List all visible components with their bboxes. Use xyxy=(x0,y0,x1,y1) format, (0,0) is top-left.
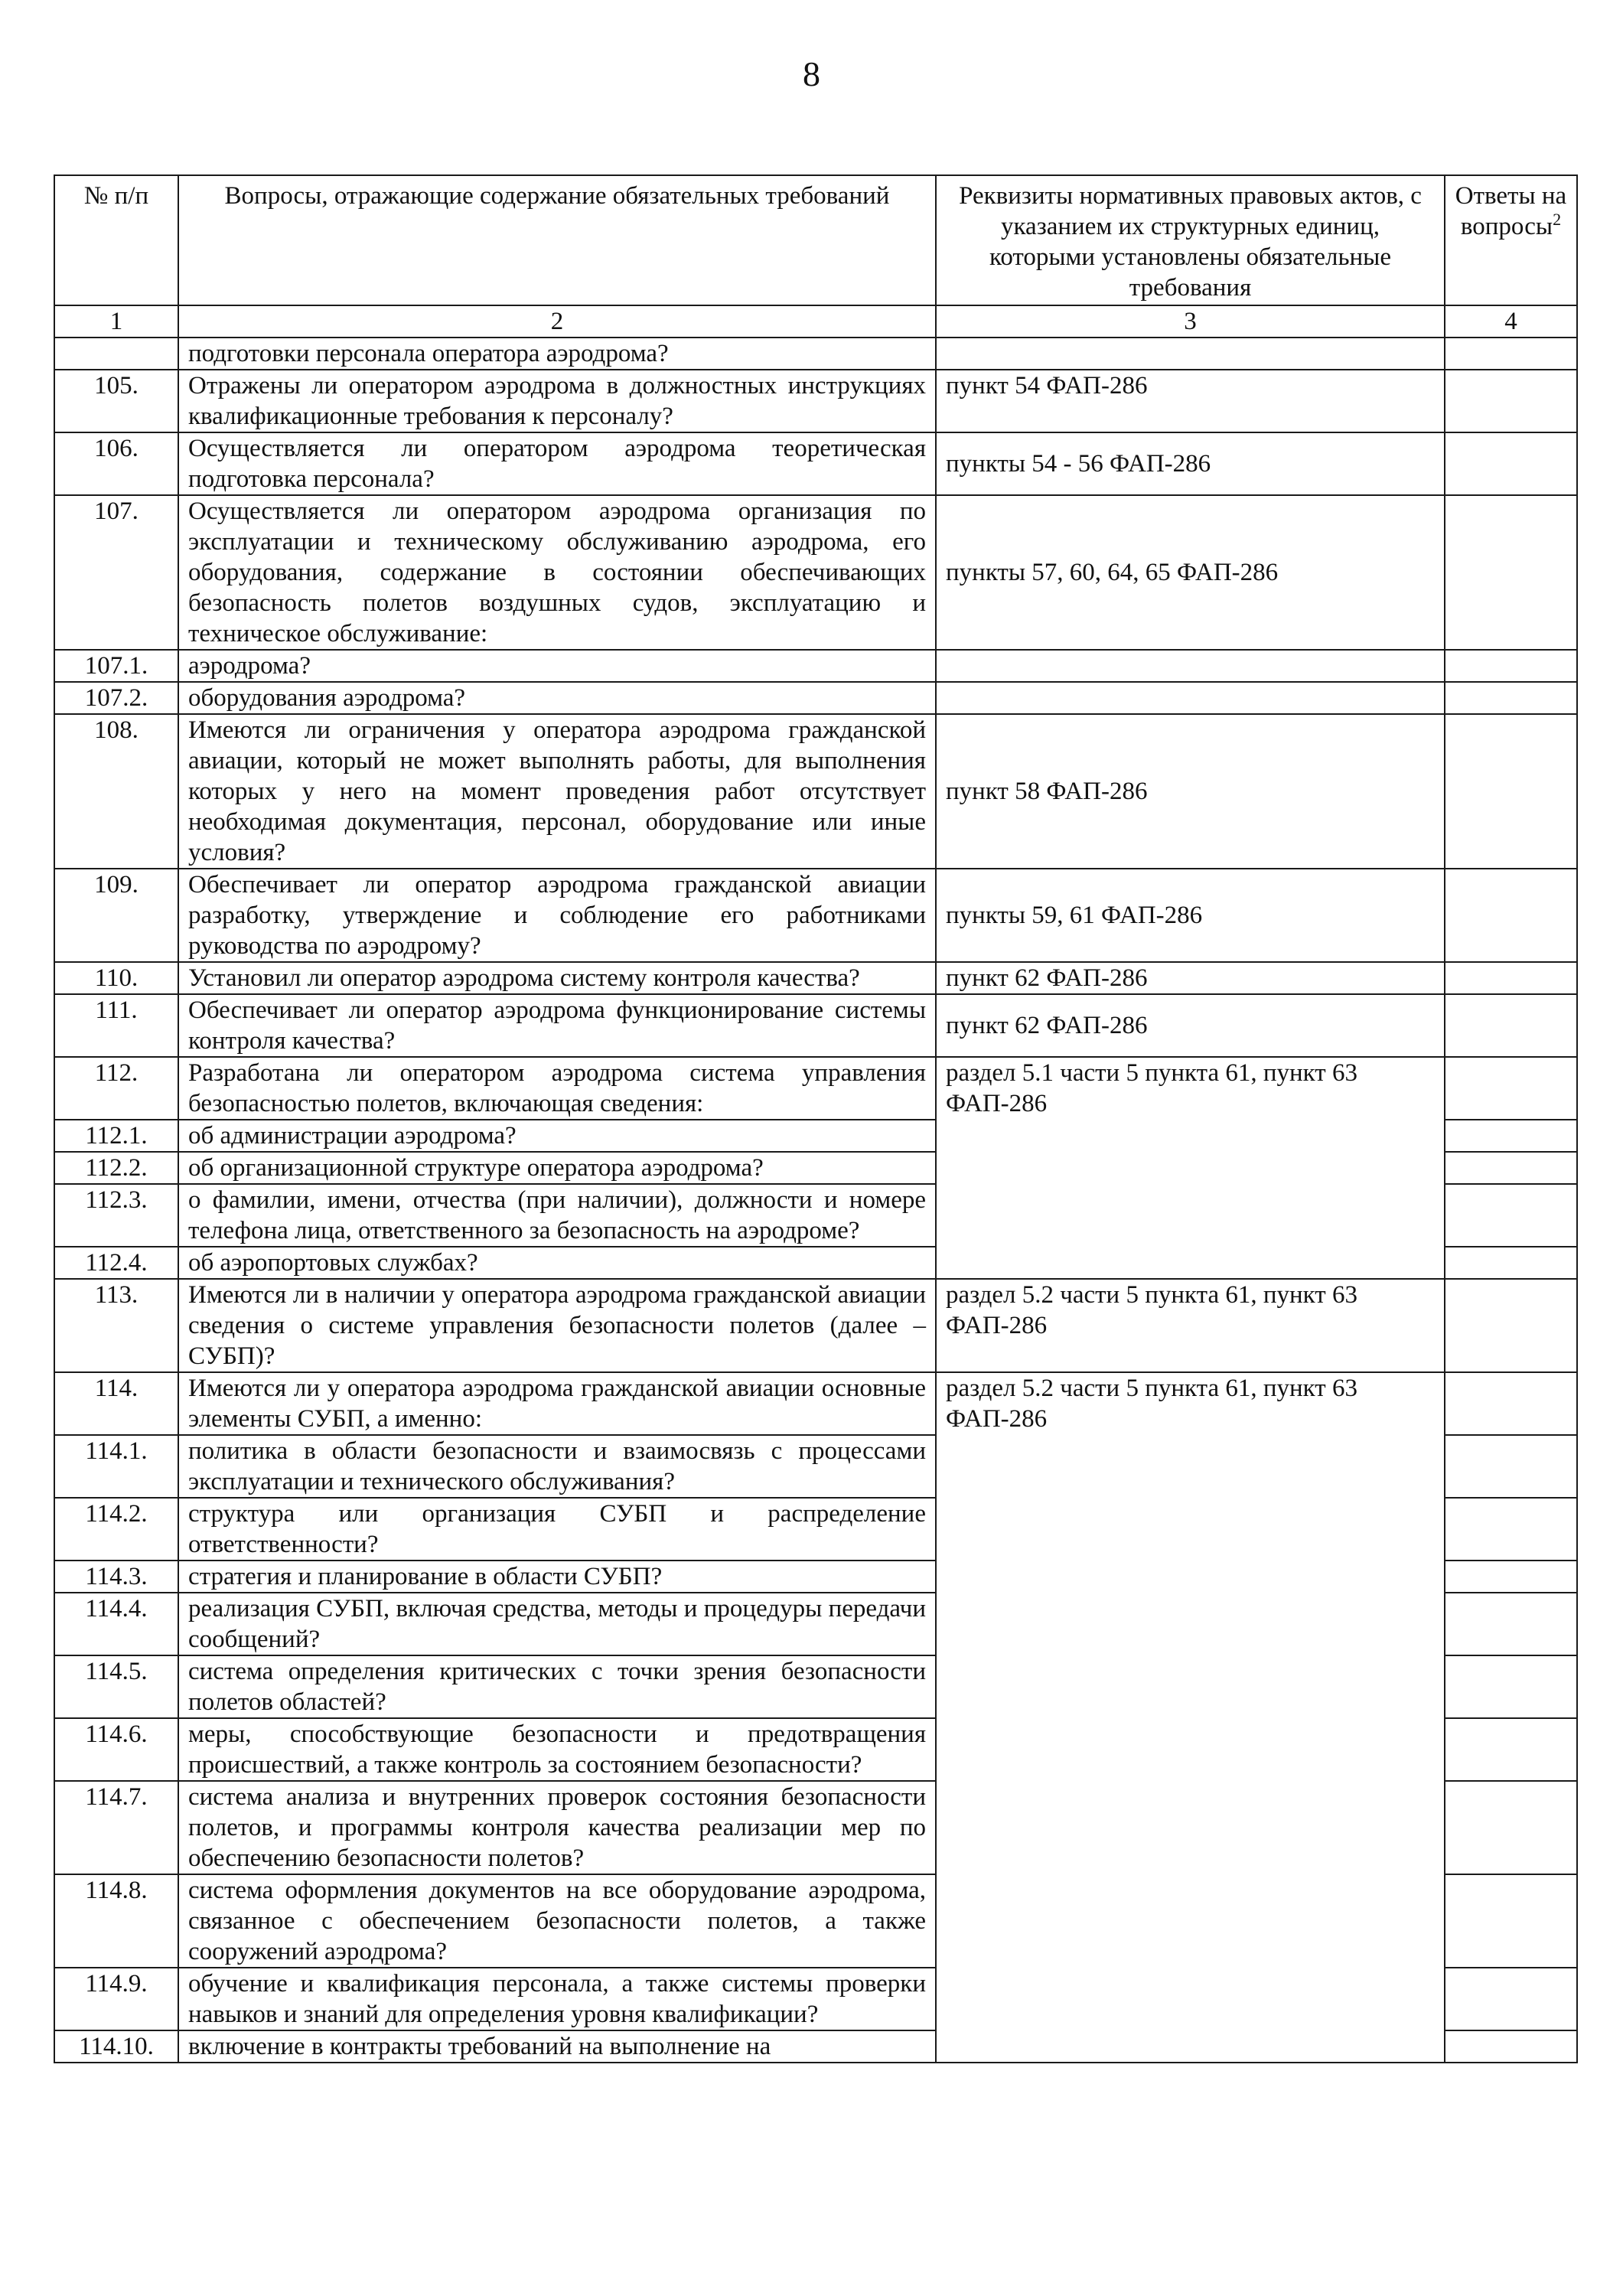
row-number: 112. xyxy=(54,1057,178,1120)
answer-cell[interactable] xyxy=(1445,1247,1577,1279)
header-number: № п/п xyxy=(54,175,178,305)
column-number-row xyxy=(54,305,1577,338)
question-text: стратегия и планирование в области СУБП? xyxy=(178,1561,936,1593)
row-number: 110. xyxy=(54,962,178,994)
legal-reference: пункты 59, 61 ФАП-286 xyxy=(936,869,1445,962)
answer-cell[interactable] xyxy=(1445,1561,1577,1593)
row-number: 114. xyxy=(54,1372,178,1435)
table-row xyxy=(54,1279,1577,1372)
question-text: Имеются ли у оператора аэродрома гражданской авиации основные элементы СУБП, а именно: xyxy=(178,1372,936,1435)
legal-reference: пункт 62 ФАП-286 xyxy=(936,962,1445,994)
answer-cell[interactable] xyxy=(1445,1655,1577,1718)
legal-reference: раздел 5.1 части 5 пункта 61, пункт 63 ФАП-286 xyxy=(936,1057,1445,1279)
answer-cell[interactable] xyxy=(1445,432,1577,495)
legal-reference: пункты 54 - 56 ФАП-286 xyxy=(936,432,1445,495)
column-number: 4 xyxy=(1445,305,1577,338)
answer-cell[interactable] xyxy=(1445,1184,1577,1247)
answer-cell[interactable] xyxy=(1445,1435,1577,1498)
question-text: включение в контракты требований на выполнение на xyxy=(178,2030,936,2063)
answer-cell[interactable] xyxy=(1445,714,1577,869)
row-number: 114.1. xyxy=(54,1435,178,1498)
table-row xyxy=(54,370,1577,432)
row-number: 114.6. xyxy=(54,1718,178,1781)
table-row xyxy=(54,1372,1577,1435)
row-number: 105. xyxy=(54,370,178,432)
table-row xyxy=(54,650,1577,682)
legal-reference: раздел 5.2 части 5 пункта 61, пункт 63 ФАП-286 xyxy=(936,1279,1445,1372)
question-text: Осуществляется ли оператором аэродрома теоретическая подготовка персонала? xyxy=(178,432,936,495)
question-text: аэродрома? xyxy=(178,650,936,682)
row-number: 114.4. xyxy=(54,1593,178,1655)
column-number: 3 xyxy=(936,305,1445,338)
question-text: обучение и квалификация персонала, а также системы проверки навыков и знаний для определения уровня квалификации? xyxy=(178,1968,936,2030)
answer-cell[interactable] xyxy=(1445,1593,1577,1655)
answer-cell[interactable] xyxy=(1445,994,1577,1057)
question-text: реализация СУБП, включая средства, методы и процедуры передачи сообщений? xyxy=(178,1593,936,1655)
table-row xyxy=(54,994,1577,1057)
answer-cell[interactable] xyxy=(1445,1718,1577,1781)
question-text: меры, способствующие безопасности и предотвращения происшествий, а также контроль за состоянием безопасности? xyxy=(178,1718,936,1781)
answer-cell[interactable] xyxy=(1445,1372,1577,1435)
answer-cell[interactable] xyxy=(1445,1057,1577,1120)
question-text: об администрации аэродрома? xyxy=(178,1120,936,1152)
answer-cell[interactable] xyxy=(1445,682,1577,714)
answer-cell[interactable] xyxy=(1445,1152,1577,1184)
legal-reference: пункт 54 ФАП-286 xyxy=(936,370,1445,432)
row-number: 108. xyxy=(54,714,178,869)
row-number: 107.2. xyxy=(54,682,178,714)
header-legal-refs: Реквизиты нормативных правовых актов, с указанием их структурных единиц, которыми установлены обязательные требования xyxy=(936,175,1445,305)
table-row xyxy=(54,495,1577,650)
row-number: 114.8. xyxy=(54,1874,178,1968)
row-number: 114.3. xyxy=(54,1561,178,1593)
question-text: Установил ли оператор аэродрома систему контроля качества? xyxy=(178,962,936,994)
answer-cell[interactable] xyxy=(1445,1120,1577,1152)
row-number: 114.2. xyxy=(54,1498,178,1561)
legal-reference xyxy=(936,650,1445,682)
header-answers-text: Ответы на вопросы xyxy=(1455,182,1567,240)
legal-reference: раздел 5.2 части 5 пункта 61, пункт 63 ФАП-286 xyxy=(936,1372,1445,2063)
legal-reference xyxy=(936,338,1445,370)
question-text: Разработана ли оператором аэродрома система управления безопасностью полетов, включающая сведения: xyxy=(178,1057,936,1120)
column-number: 2 xyxy=(178,305,936,338)
question-text: оборудования аэродрома? xyxy=(178,682,936,714)
answer-cell[interactable] xyxy=(1445,495,1577,650)
table-header-row xyxy=(54,175,1577,305)
question-text: Отражены ли оператором аэродрома в должностных инструкциях квалификационные требования к персоналу? xyxy=(178,370,936,432)
answer-cell[interactable] xyxy=(1445,1498,1577,1561)
answer-cell[interactable] xyxy=(1445,1968,1577,2030)
page-number: 8 xyxy=(803,54,820,93)
row-number xyxy=(54,338,178,370)
row-number: 106. xyxy=(54,432,178,495)
row-number: 114.7. xyxy=(54,1781,178,1874)
question-text: система оформления документов на все оборудование аэродрома, связанное с обеспечением безопасности полетов, а также сооружений аэродрома? xyxy=(178,1874,936,1968)
answer-cell[interactable] xyxy=(1445,1781,1577,1874)
legal-reference xyxy=(936,682,1445,714)
question-text: об аэропортовых службах? xyxy=(178,1247,936,1279)
header-answers xyxy=(1445,175,1577,305)
row-number: 111. xyxy=(54,994,178,1057)
question-text: Осуществляется ли оператором аэродрома организация по эксплуатации и техническому обслуживанию аэродрома, его оборудования, содержание в состоянии обеспечивающих безопасность полетов воздушных судов, эксплуатацию и техническое обслуживание: xyxy=(178,495,936,650)
question-text: система определения критических с точки зрения безопасности полетов областей? xyxy=(178,1655,936,1718)
question-text: политика в области безопасности и взаимосвязь с процессами эксплуатации и технического обслуживания? xyxy=(178,1435,936,1498)
row-number: 113. xyxy=(54,1279,178,1372)
checklist-table xyxy=(54,174,1578,2063)
table-row xyxy=(54,869,1577,962)
table-row xyxy=(54,682,1577,714)
question-text: структура или организация СУБП и распределение ответственности? xyxy=(178,1498,936,1561)
question-text: Имеются ли в наличии у оператора аэродрома гражданской авиации сведения о системе управления безопасности полетов (далее – СУБП)? xyxy=(178,1279,936,1372)
answer-cell[interactable] xyxy=(1445,370,1577,432)
question-text: Обеспечивает ли оператор аэродрома функционирование системы контроля качества? xyxy=(178,994,936,1057)
answer-cell[interactable] xyxy=(1445,1874,1577,1968)
row-number: 107. xyxy=(54,495,178,650)
question-text: система анализа и внутренних проверок состояния безопасности полетов, и программы контроля качества реализации мер по обеспечению безопасности полетов? xyxy=(178,1781,936,1874)
table-row xyxy=(54,338,1577,370)
question-text: о фамилии, имени, отчества (при наличии), должности и номере телефона лица, ответственного за безопасность на аэродроме? xyxy=(178,1184,936,1247)
table-row xyxy=(54,714,1577,869)
legal-reference: пункты 57, 60, 64, 65 ФАП-286 xyxy=(936,495,1445,650)
footnote-marker: 2 xyxy=(1553,210,1562,229)
answer-cell[interactable] xyxy=(1445,2030,1577,2063)
answer-cell[interactable] xyxy=(1445,869,1577,962)
row-number: 114.10. xyxy=(54,2030,178,2063)
table-row xyxy=(54,962,1577,994)
row-number: 112.1. xyxy=(54,1120,178,1152)
question-text: подготовки персонала оператора аэродрома? xyxy=(178,338,936,370)
header-questions: Вопросы, отражающие содержание обязательных требований xyxy=(178,175,936,305)
column-number: 1 xyxy=(54,305,178,338)
answer-cell[interactable] xyxy=(1445,650,1577,682)
legal-reference: пункт 58 ФАП-286 xyxy=(936,714,1445,869)
row-number: 114.9. xyxy=(54,1968,178,2030)
answer-cell[interactable] xyxy=(1445,962,1577,994)
question-text: Имеются ли ограничения у оператора аэродрома гражданской авиации, который не может выполнять работы, для выполнения которых у него на момент проведения работ отсутствует необходимая документация, персонал, оборудование или иные условия? xyxy=(178,714,936,869)
legal-reference: пункт 62 ФАП-286 xyxy=(936,994,1445,1057)
row-number: 112.3. xyxy=(54,1184,178,1247)
row-number: 112.2. xyxy=(54,1152,178,1184)
answer-cell[interactable] xyxy=(1445,338,1577,370)
row-number: 107.1. xyxy=(54,650,178,682)
answer-cell[interactable] xyxy=(1445,1279,1577,1372)
question-text: об организационной структуре оператора аэродрома? xyxy=(178,1152,936,1184)
row-number: 114.5. xyxy=(54,1655,178,1718)
row-number: 112.4. xyxy=(54,1247,178,1279)
table-row xyxy=(54,432,1577,495)
question-text: Обеспечивает ли оператор аэродрома гражданской авиации разработку, утверждение и соблюдение его работниками руководства по аэродрому? xyxy=(178,869,936,962)
row-number: 109. xyxy=(54,869,178,962)
table-row xyxy=(54,1057,1577,1120)
